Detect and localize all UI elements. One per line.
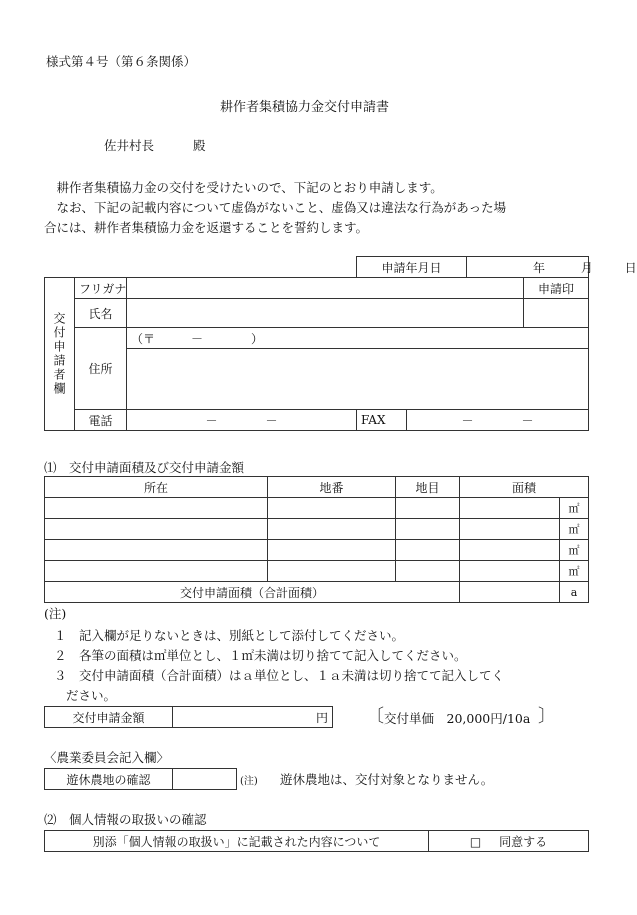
unit-price: 交付単価 20,000円/10a — [384, 711, 531, 726]
agree-checkbox[interactable]: □ — [469, 834, 482, 849]
seal-label: 申請印 — [524, 278, 589, 299]
unit-m2: ㎡ — [560, 540, 589, 561]
amount-table — [44, 706, 333, 728]
address-label: 住所 — [75, 328, 127, 410]
privacy-table — [44, 830, 589, 852]
lot-cell[interactable] — [268, 519, 396, 540]
amount-label: 交付申請金額 — [45, 707, 173, 728]
lot-cell[interactable] — [268, 540, 396, 561]
lot-cell[interactable] — [268, 498, 396, 519]
header-land-category: 地目 — [396, 477, 460, 498]
day-label: 日 — [624, 260, 637, 275]
month-label: 月 — [580, 260, 593, 275]
applicant-table — [44, 256, 637, 431]
section1-heading: ⑴ 交付申請面積及び交付申請金額 — [44, 460, 245, 475]
privacy-text: 別添「個人情報の取扱い」に記載された内容について — [45, 831, 429, 852]
date-label: 申請年月日 — [357, 257, 467, 278]
location-cell[interactable] — [45, 498, 268, 519]
committee-table — [44, 768, 237, 790]
area-table — [44, 476, 589, 603]
header-area: 面積 — [460, 477, 589, 498]
total-area-label: 交付申請面積（合計面積） — [45, 582, 460, 603]
applicant-section-label: 交付申請者欄 — [45, 278, 75, 431]
note-3: ３ 交付申請面積（合計面積）はａ単位とし、１ａ未満は切り捨てて記入してく — [54, 668, 505, 683]
form-number: 様式第４号（第６条関係） — [46, 54, 197, 69]
unit-m2: ㎡ — [560, 561, 589, 582]
intro-line-2: なお、下記の記載内容について虚偽がないこと、虚偽又は違法な行為があった場 — [44, 200, 507, 215]
agree-label: 同意する — [499, 834, 548, 849]
note-1: １ 記入欄が足りないときは、別紙として添付してください。 — [54, 628, 405, 643]
table-row — [45, 498, 589, 519]
fax-label: FAX — [357, 410, 407, 431]
location-cell[interactable] — [45, 519, 268, 540]
honorific: 殿 — [193, 138, 206, 153]
date-field[interactable] — [467, 257, 637, 278]
location-cell[interactable] — [45, 561, 268, 582]
note-3-cont: ださい。 — [66, 688, 117, 703]
seal-field[interactable] — [524, 299, 589, 328]
name-label: 氏名 — [75, 299, 127, 328]
amount-field[interactable] — [173, 707, 333, 728]
right-bracket: 〕 — [538, 706, 556, 727]
furigana-label: フリガナ — [75, 278, 127, 299]
name-field[interactable] — [127, 299, 524, 328]
address-field[interactable] — [127, 349, 589, 410]
document-title: 耕作者集積協力金交付申請書 — [220, 100, 390, 115]
yen-unit: 円 — [315, 710, 328, 725]
category-cell[interactable] — [396, 561, 460, 582]
idle-farmland-field[interactable] — [173, 769, 237, 790]
header-location: 所在 — [45, 477, 268, 498]
area-cell[interactable] — [460, 540, 560, 561]
area-cell[interactable] — [460, 519, 560, 540]
table-row — [45, 519, 589, 540]
category-cell[interactable] — [396, 540, 460, 561]
area-cell[interactable] — [460, 498, 560, 519]
unit-m2: ㎡ — [560, 519, 589, 540]
category-cell[interactable] — [396, 498, 460, 519]
left-bracket: 〔 — [366, 706, 384, 727]
fax-field[interactable]: － － — [407, 410, 589, 431]
unit-m2: ㎡ — [560, 498, 589, 519]
intro-line-1: 耕作者集積協力金の交付を受けたいので、下記のとおり申請します。 — [44, 180, 443, 195]
intro-line-3: 合には、耕作者集積協力金を返還することを誓約します。 — [44, 220, 369, 235]
note-2: ２ 各筆の面積は㎡単位とし、１㎡未満は切り捨てて記入してください。 — [54, 648, 467, 663]
notes-label: (注) — [44, 606, 67, 621]
committee-heading: 〈農業委員会記入欄〉 — [44, 750, 170, 765]
phone-field[interactable]: － － — [127, 410, 357, 431]
category-cell[interactable] — [396, 519, 460, 540]
furigana-field[interactable] — [127, 278, 524, 299]
lot-cell[interactable] — [268, 561, 396, 582]
addressee: 佐井村長 — [104, 138, 155, 153]
committee-note-label: (注) — [240, 776, 258, 787]
area-cell[interactable] — [460, 561, 560, 582]
committee-note: 遊休農地は、交付対象となりません。 — [280, 772, 494, 787]
postal-field[interactable]: （〒 － ） — [127, 328, 589, 349]
idle-farmland-label: 遊休農地の確認 — [45, 769, 173, 790]
table-row — [45, 540, 589, 561]
phone-label: 電話 — [75, 410, 127, 431]
total-area-field[interactable] — [460, 582, 560, 603]
location-cell[interactable] — [45, 540, 268, 561]
unit-a: a — [560, 582, 589, 603]
table-row — [45, 561, 589, 582]
header-lot-number: 地番 — [268, 477, 396, 498]
section2-heading: ⑵ 個人情報の取扱いの確認 — [44, 812, 207, 827]
year-label: 年 — [533, 260, 546, 275]
agree-cell[interactable] — [429, 831, 589, 852]
